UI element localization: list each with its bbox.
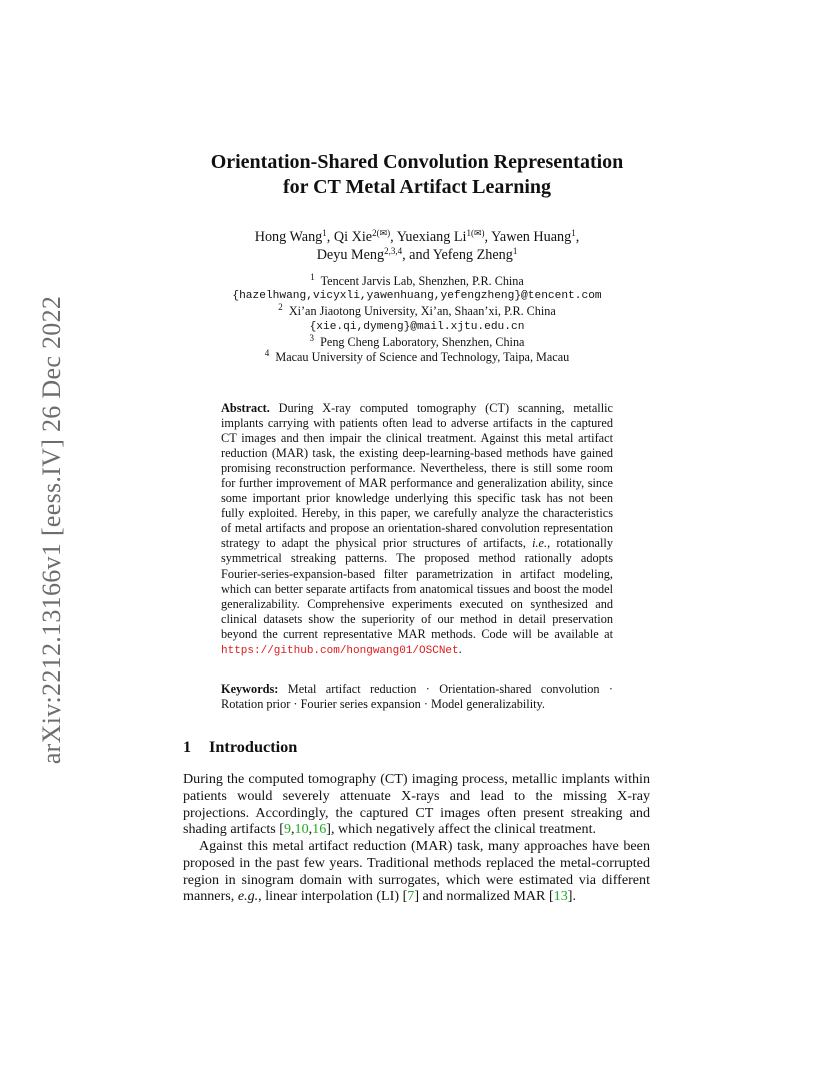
affiliation-number: 4 xyxy=(264,348,270,359)
author-separator: , and xyxy=(402,247,433,263)
affiliation-number: 2 xyxy=(278,302,283,313)
abstract-ie: i.e. xyxy=(532,536,548,551)
affiliation-text: Tencent Jarvis Lab, Shenzhen, P.R. China xyxy=(320,274,524,288)
citation-link[interactable]: 9 xyxy=(283,821,292,838)
affiliation-text: Xi’an Jiaotong University, Xi’an, Shaan’xi, P.R. China xyxy=(288,304,556,319)
author-name: Yuexiang Li xyxy=(396,229,467,245)
author-list xyxy=(170,228,664,264)
affiliation-2 xyxy=(170,304,664,319)
keywords xyxy=(221,682,613,712)
abstract-text: During X-ray computed tomography (CT) scanning, metallic implants carrying with patients often lead to adverse artifacts in the captured CT images and then impair the clinical treatment. Against this metal artifact reduction (MAR) task, the existing deep-learning-based methods have gained promising reconstruction performance. Nevertheless, there is still some room for further improvement of MAR performance and generalization ability, since some important prior knowledge underlying this specific task has not been fully exploited. Hereby, in this paper, we carefully analyze the characteristics of metal artifacts and propose an orientation-shared convolution representation strategy to adapt the physical prior structures of artifacts, xyxy=(221,401,613,551)
author-affiliation-mark: 2,3,4 xyxy=(384,246,403,256)
paragraph-text: During the computed tomography (CT) imaging process, metallic implants within patients would severely attenuate X-rays and lead to the missing X-ray projections. Accordingly, the captured CT images often present streaking and shading artifacts [ xyxy=(183,771,650,838)
title-line-2: for CT Metal Artifact Learning xyxy=(282,176,552,198)
keywords-text: Metal artifact reduction · Orientation-shared convolution · Rotation prior · Fourier series expansion · Model generalizability. xyxy=(221,682,613,712)
title-line-1: Orientation-Shared Convolution Representation xyxy=(210,151,624,173)
author-separator: , xyxy=(390,229,397,245)
paper-title xyxy=(150,150,684,200)
citation-link[interactable]: 13 xyxy=(553,888,568,905)
paragraph-1: During the computed tomography (CT) imaging process, metallic implants within patients would severely attenuate X-rays and lead to the missing X-ray projections. Accordingly, the captured CT images often present streaking and shading artifacts [9,10,16], which negatively affect the clinical treatment. xyxy=(183,771,650,838)
author-name: Hong Wang xyxy=(254,229,323,245)
email-line-2: {xie.qi,dymeng}@mail.xjtu.edu.cn xyxy=(309,320,525,333)
affiliation-text: Macau University of Science and Technology, Taipa, Macau xyxy=(275,350,570,365)
affiliation-4 xyxy=(170,350,664,365)
arxiv-identifier: arXiv:2212.13166v1 [eess.IV] 26 Dec 2022 xyxy=(37,295,66,765)
affiliation-1 xyxy=(170,274,664,289)
section-number: 1 xyxy=(183,737,192,756)
keywords-label: Keywords: xyxy=(221,682,279,696)
author-affiliation-mark: 1 xyxy=(322,228,327,238)
citation-link[interactable]: 16 xyxy=(312,821,327,838)
abstract-label: Abstract. xyxy=(221,401,270,415)
author-affiliation-mark: 1(✉) xyxy=(466,228,485,238)
section-heading xyxy=(183,737,297,757)
paragraph-text: ]. xyxy=(567,888,576,905)
affiliations xyxy=(170,274,664,365)
affiliation-3 xyxy=(170,332,664,350)
citation-link[interactable]: 10 xyxy=(294,821,309,838)
email-line-1: {hazelhwang,vicyxli,yawenhuang,yefengzheng}@tencent.com xyxy=(232,290,602,303)
paragraph-text: ] and normalized MAR [ xyxy=(414,888,554,905)
author-name: Qi Xie xyxy=(333,229,373,245)
paragraph-2 xyxy=(183,838,650,905)
author-separator: , xyxy=(326,229,334,245)
code-repository-link[interactable]: https://github.com/hongwang01/OSCNet xyxy=(221,644,459,657)
author-name: Yefeng Zheng xyxy=(432,247,513,263)
abstract xyxy=(221,401,613,659)
introduction-body xyxy=(183,771,650,905)
author-name: Deyu Meng xyxy=(316,247,385,263)
author-affiliation-mark: 1 xyxy=(512,246,518,256)
author-separator: , xyxy=(575,229,580,245)
paragraph-eg: e.g. xyxy=(237,888,259,905)
affiliation-text: Peng Cheng Laboratory, Shenzhen, China xyxy=(320,334,525,349)
author-affiliation-mark: 1 xyxy=(571,228,576,238)
affiliation-number: 3 xyxy=(309,332,315,343)
author-affiliation-mark: 2(✉) xyxy=(372,228,391,238)
section-title: Introduction xyxy=(209,737,298,756)
author-name: Yawen Huang xyxy=(491,229,572,245)
citation-link[interactable]: 7 xyxy=(407,888,415,905)
abstract-text-continued: , rotationally symmetrical streaking patterns. The proposed method rationally adopts Fourier-series-expansion-based filter parametrization in artifact modeling, which can better separate artifacts from anatomical tissues and boost the model generalizability. Comprehensive experiments executed on synthesized and clinical datasets show the superiority of our method in detail preservation beyond the current representative MAR methods. Code will be available at xyxy=(221,536,613,641)
paragraph-text: Against this metal artifact reduction (MAR) task, many approaches have been proposed in the past few years. Traditional methods replaced the metal-corrupted region in sinogram domain with surrogates, which were estimated via different manners, xyxy=(183,838,650,905)
paragraph-text: ], which negatively affect the clinical treatment. xyxy=(326,821,597,838)
abstract-period: . xyxy=(458,641,462,656)
paragraph-text: , linear interpolation (LI) [ xyxy=(258,888,408,905)
affiliation-number: 1 xyxy=(310,272,315,282)
author-separator: , xyxy=(484,229,492,245)
